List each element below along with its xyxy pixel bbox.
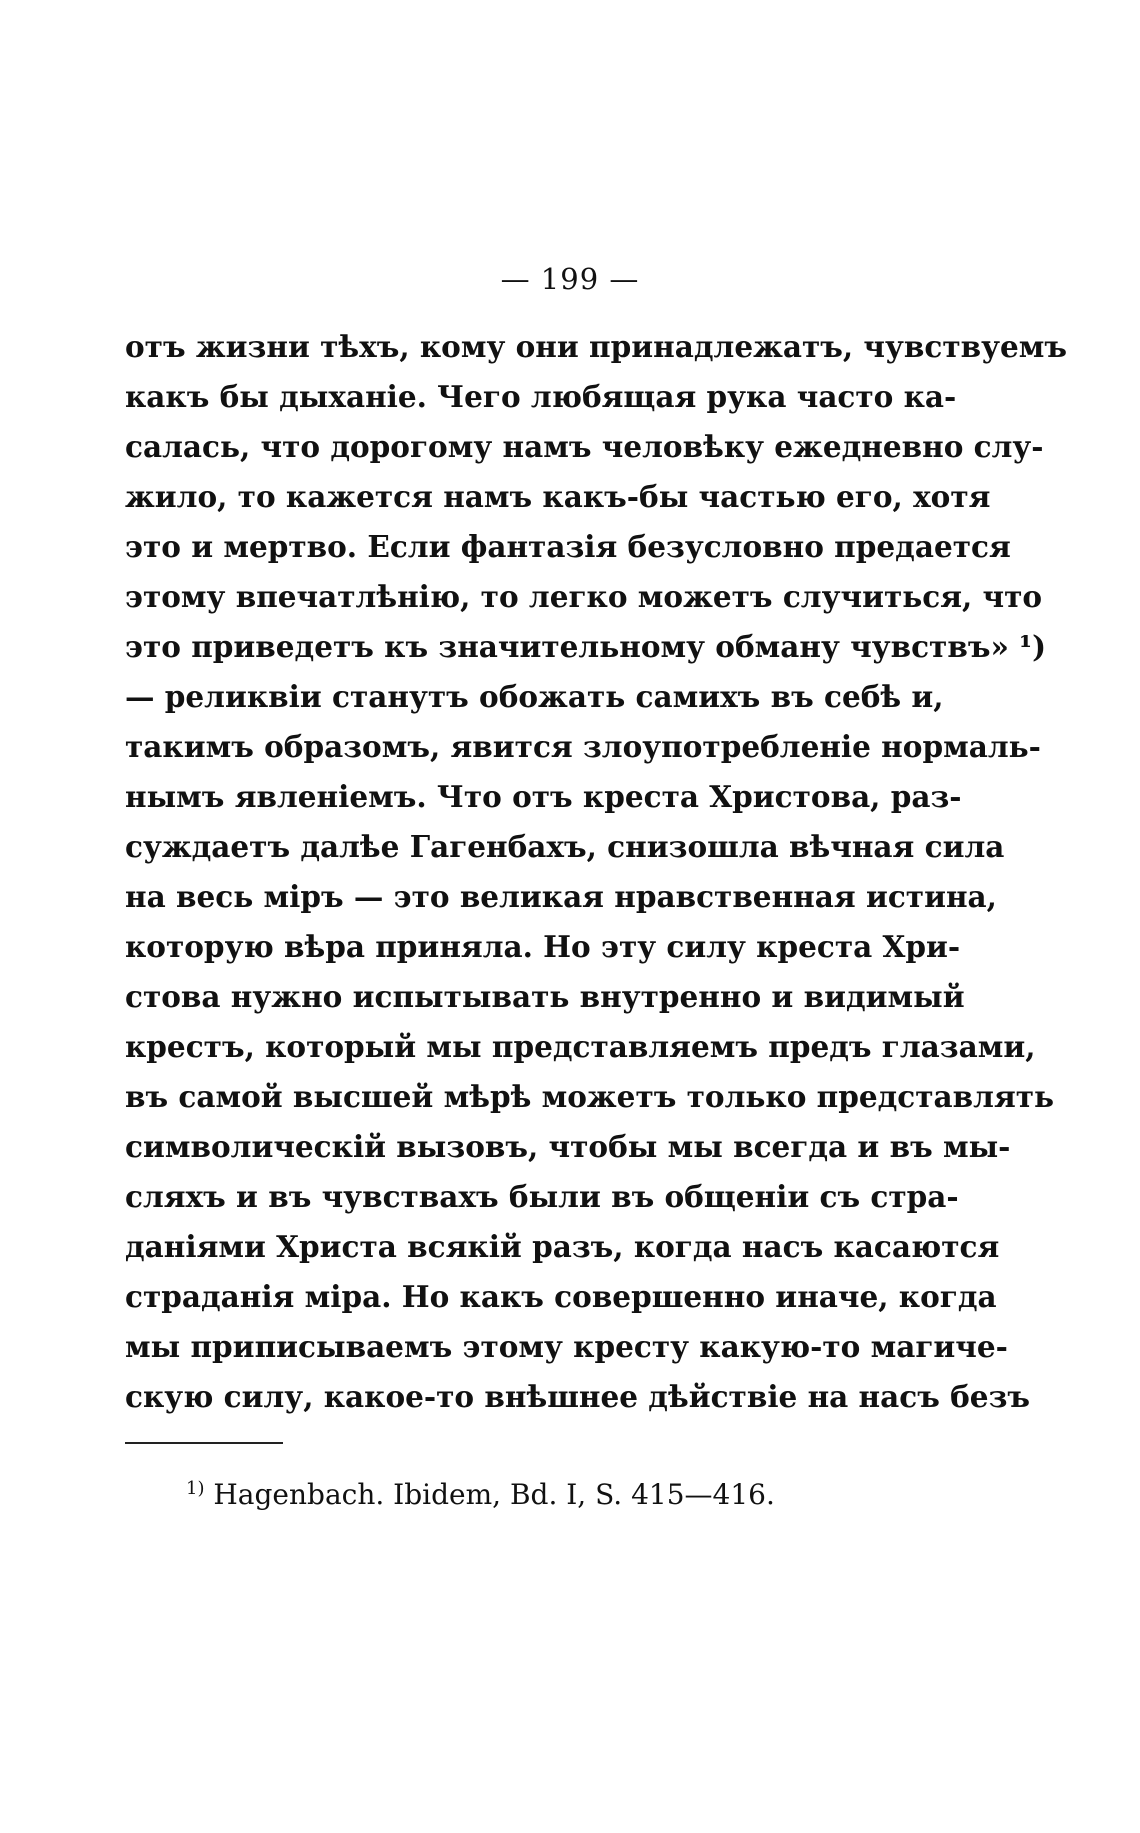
main-text bbox=[125, 322, 1068, 1422]
text-line: этому впечатлѣнію, то легко можетъ случиться, что bbox=[125, 579, 1043, 614]
text-line: жило, то кажется намъ какъ-бы частью его, хотя bbox=[125, 479, 991, 514]
text-line: даніями Христа всякій разъ, когда насъ касаются bbox=[125, 1229, 1000, 1264]
text-line: на весь міръ — это великая нравственная истина, bbox=[125, 879, 997, 914]
footnote-marker: 1) bbox=[186, 1478, 205, 1499]
text-line: суждаетъ далѣе Гагенбахъ, снизошла вѣчная сила bbox=[125, 829, 1005, 864]
text-line: какъ бы дыханіе. Чего любящая рука часто ка- bbox=[125, 379, 957, 414]
text-line: мы приписываемъ этому кресту какую-то магиче- bbox=[125, 1329, 1008, 1364]
text-line: это и мертво. Если фантазія безусловно предается bbox=[125, 529, 1011, 564]
text-line: салась, что дорогому намъ человѣку ежедневно слу- bbox=[125, 429, 1044, 464]
page-number: — 199 — bbox=[500, 262, 640, 296]
text-line: сляхъ и въ чувствахъ были въ общеніи съ стра- bbox=[125, 1179, 959, 1214]
text-line: отъ жизни тѣхъ, кому они принадлежатъ, чувствуемъ bbox=[125, 329, 1068, 364]
text-line: въ самой высшей мѣрѣ можетъ только представлять bbox=[125, 1079, 1055, 1114]
text-line: нымъ явленіемъ. Что отъ креста Христова, раз- bbox=[125, 779, 962, 814]
footnote bbox=[186, 1478, 775, 1511]
text-line: страданія міра. Но какъ совершенно иначе, когда bbox=[125, 1279, 997, 1314]
footnote-divider bbox=[125, 1442, 283, 1444]
text-line: которую вѣра приняла. Но эту силу креста Хри- bbox=[125, 929, 961, 964]
text-line: это приведетъ къ значительному обману чувствъ» ¹) bbox=[125, 629, 1047, 664]
text-line: — реликвіи станутъ обожать самихъ въ себѣ и, bbox=[125, 679, 944, 714]
text-line: крестъ, который мы представляемъ предъ глазами, bbox=[125, 1029, 1036, 1064]
footnote-text: Hagenbach. Ibidem, Bd. I, S. 415—416. bbox=[213, 1478, 775, 1511]
text-line: скую силу, какое-то внѣшнее дѣйствіе на насъ безъ bbox=[125, 1379, 1031, 1414]
text-line: символическій вызовъ, чтобы мы всегда и въ мы- bbox=[125, 1129, 1011, 1164]
text-line: такимъ образомъ, явится злоупотребленіе нормаль- bbox=[125, 729, 1041, 764]
text-line: стова нужно испытывать внутренно и видимый bbox=[125, 979, 965, 1014]
